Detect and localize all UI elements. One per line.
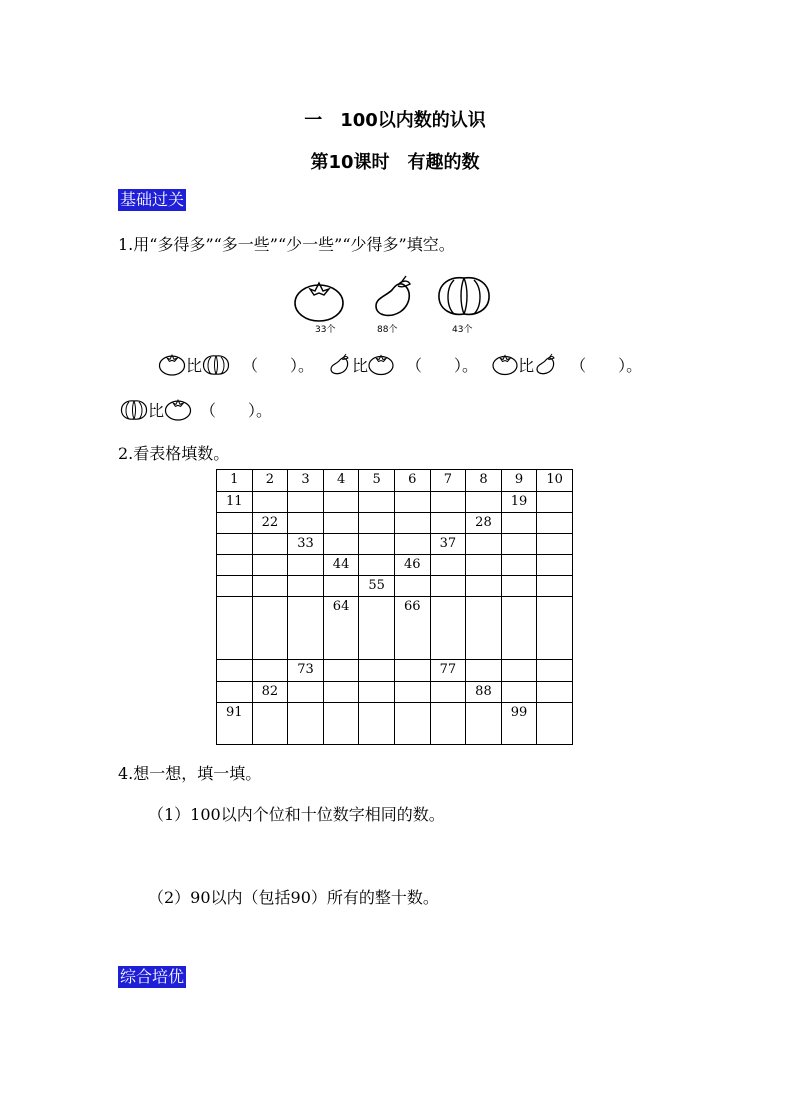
pumpkin-mini-icon <box>202 354 230 376</box>
compare-line-1 <box>158 352 642 376</box>
table-cell[interactable] <box>359 492 395 513</box>
table-cell[interactable] <box>359 682 395 703</box>
table-cell[interactable] <box>323 576 359 597</box>
table-cell[interactable] <box>501 513 537 534</box>
table-cell: 64 <box>323 597 359 660</box>
tomato-mini-icon <box>492 352 518 376</box>
table-cell: 91 <box>217 703 253 745</box>
table-row <box>217 576 573 597</box>
table-cell: 55 <box>359 576 395 597</box>
table-cell: 73 <box>288 660 324 682</box>
table-cell: 7 <box>430 470 466 492</box>
answer-blank-4[interactable]: （ ）。 <box>200 401 273 420</box>
table-cell[interactable] <box>394 576 430 597</box>
table-cell[interactable] <box>501 534 537 555</box>
table-cell[interactable] <box>394 534 430 555</box>
table-cell[interactable] <box>537 576 573 597</box>
table-cell[interactable] <box>359 597 395 660</box>
table-cell[interactable] <box>217 576 253 597</box>
table-cell[interactable] <box>537 513 573 534</box>
table-cell[interactable] <box>430 576 466 597</box>
eggplant-mini-icon <box>328 352 352 376</box>
table-cell[interactable] <box>288 513 324 534</box>
table-cell[interactable] <box>323 703 359 745</box>
table-cell[interactable] <box>466 597 502 660</box>
section-tag-basic: 基础过关 <box>120 190 185 209</box>
bi-text: 比 <box>186 356 203 375</box>
table-cell[interactable] <box>430 492 466 513</box>
question-4-sub-2: （2）90以内（包括90）所有的整十数。 <box>148 888 439 907</box>
table-cell[interactable] <box>430 682 466 703</box>
table-cell: 3 <box>288 470 324 492</box>
eggplant-mini-icon <box>534 352 558 376</box>
table-cell[interactable] <box>430 555 466 576</box>
table-cell[interactable] <box>252 660 288 682</box>
table-cell: 46 <box>394 555 430 576</box>
table-cell: 88 <box>466 682 502 703</box>
table-cell[interactable] <box>359 555 395 576</box>
table-cell: 28 <box>466 513 502 534</box>
bi-text: 比 <box>148 401 165 420</box>
table-cell[interactable] <box>252 492 288 513</box>
tomato-mini-icon <box>368 352 394 376</box>
table-cell[interactable] <box>430 513 466 534</box>
question-1-prompt: 1.用“多得多”“多一些”“少一些”“少得多”填空。 <box>118 235 455 254</box>
table-cell[interactable] <box>359 513 395 534</box>
table-cell[interactable] <box>537 597 573 660</box>
table-cell[interactable] <box>537 703 573 745</box>
table-row <box>217 597 573 660</box>
table-cell: 22 <box>252 513 288 534</box>
bi-text: 比 <box>352 356 369 375</box>
table-cell[interactable] <box>466 492 502 513</box>
table-cell[interactable] <box>288 682 324 703</box>
table-cell: 1 <box>217 470 253 492</box>
table-cell[interactable] <box>252 534 288 555</box>
pumpkin-mini-icon <box>120 399 148 421</box>
table-cell[interactable] <box>323 682 359 703</box>
bi-text: 比 <box>518 356 535 375</box>
table-cell[interactable] <box>537 534 573 555</box>
table-cell[interactable] <box>323 492 359 513</box>
table-row <box>217 660 573 682</box>
table-cell[interactable] <box>466 660 502 682</box>
question-2-prompt: 2.看表格填数。 <box>118 444 230 463</box>
table-cell[interactable] <box>288 703 324 745</box>
table-cell[interactable] <box>288 576 324 597</box>
table-row <box>217 682 573 703</box>
table-cell: 9 <box>501 470 537 492</box>
table-cell[interactable] <box>537 682 573 703</box>
table-cell: 37 <box>430 534 466 555</box>
section-tag-advanced: 综合培优 <box>120 967 185 986</box>
table-cell[interactable] <box>501 660 537 682</box>
eggplant-icon <box>372 272 416 320</box>
table-cell[interactable] <box>323 534 359 555</box>
table-cell[interactable] <box>394 703 430 745</box>
table-cell: 8 <box>466 470 502 492</box>
table-cell[interactable] <box>466 534 502 555</box>
table-cell: 33 <box>288 534 324 555</box>
pumpkin-count: 43个 <box>452 325 473 335</box>
table-cell: 5 <box>359 470 395 492</box>
tomato-count: 33个 <box>315 325 336 335</box>
table-cell: 2 <box>252 470 288 492</box>
table-row <box>217 492 573 513</box>
table-cell[interactable] <box>394 492 430 513</box>
table-cell[interactable] <box>288 492 324 513</box>
table-cell[interactable] <box>466 555 502 576</box>
lesson-subtitle: 第10课时 有趣的数 <box>310 152 480 173</box>
table-row <box>217 470 573 492</box>
table-cell[interactable] <box>323 660 359 682</box>
table-cell[interactable] <box>394 513 430 534</box>
table-cell[interactable] <box>466 576 502 597</box>
table-cell: 44 <box>323 555 359 576</box>
table-cell: 66 <box>394 597 430 660</box>
answer-blank-1[interactable]: （ ）。 <box>242 356 315 375</box>
eggplant-count: 88个 <box>377 325 398 335</box>
table-cell[interactable] <box>394 660 430 682</box>
tomato-mini-icon <box>164 397 192 421</box>
table-cell[interactable] <box>501 555 537 576</box>
answer-blank-3[interactable]: （ ）。 <box>570 356 643 375</box>
pumpkin-icon <box>436 274 492 318</box>
table-cell[interactable] <box>217 513 253 534</box>
page-title: 一 100以内数的认识 <box>304 110 486 131</box>
table-cell[interactable] <box>217 555 253 576</box>
table-cell[interactable] <box>252 703 288 745</box>
table-cell[interactable] <box>288 555 324 576</box>
table-cell[interactable] <box>394 682 430 703</box>
table-cell[interactable] <box>252 555 288 576</box>
table-cell: 99 <box>501 703 537 745</box>
table-cell[interactable] <box>217 682 253 703</box>
table-cell[interactable] <box>466 703 502 745</box>
table-cell[interactable] <box>217 660 253 682</box>
tomato-mini-icon <box>158 352 186 376</box>
table-cell: 4 <box>323 470 359 492</box>
table-cell: 11 <box>217 492 253 513</box>
table-cell[interactable] <box>501 597 537 660</box>
table-cell[interactable] <box>217 597 253 660</box>
table-cell: 19 <box>501 492 537 513</box>
table-cell[interactable] <box>430 597 466 660</box>
table-row <box>217 703 573 745</box>
table-cell[interactable] <box>288 597 324 660</box>
table-cell: 6 <box>394 470 430 492</box>
table-cell: 10 <box>537 470 573 492</box>
tomato-icon <box>293 277 345 323</box>
table-cell[interactable] <box>359 703 395 745</box>
table-cell[interactable] <box>323 513 359 534</box>
table-cell[interactable] <box>537 660 573 682</box>
table-cell[interactable] <box>537 492 573 513</box>
table-cell: 82 <box>252 682 288 703</box>
compare-line-2 <box>120 397 272 421</box>
answer-blank-2[interactable]: （ ）。 <box>406 356 479 375</box>
table-row <box>217 555 573 576</box>
table-row <box>217 513 573 534</box>
table-cell: 77 <box>430 660 466 682</box>
table-row <box>217 534 573 555</box>
table-cell[interactable] <box>252 576 288 597</box>
question-4-prompt: 4.想一想，填一填。 <box>118 764 262 783</box>
table-cell[interactable] <box>217 534 253 555</box>
question-4-sub-1: （1）100以内个位和十位数字相同的数。 <box>148 805 445 824</box>
table-cell[interactable] <box>430 703 466 745</box>
table-cell[interactable] <box>359 660 395 682</box>
table-cell[interactable] <box>501 682 537 703</box>
number-table <box>216 469 573 745</box>
table-cell[interactable] <box>537 555 573 576</box>
table-cell[interactable] <box>501 576 537 597</box>
table-cell[interactable] <box>252 597 288 660</box>
table-cell[interactable] <box>359 534 395 555</box>
